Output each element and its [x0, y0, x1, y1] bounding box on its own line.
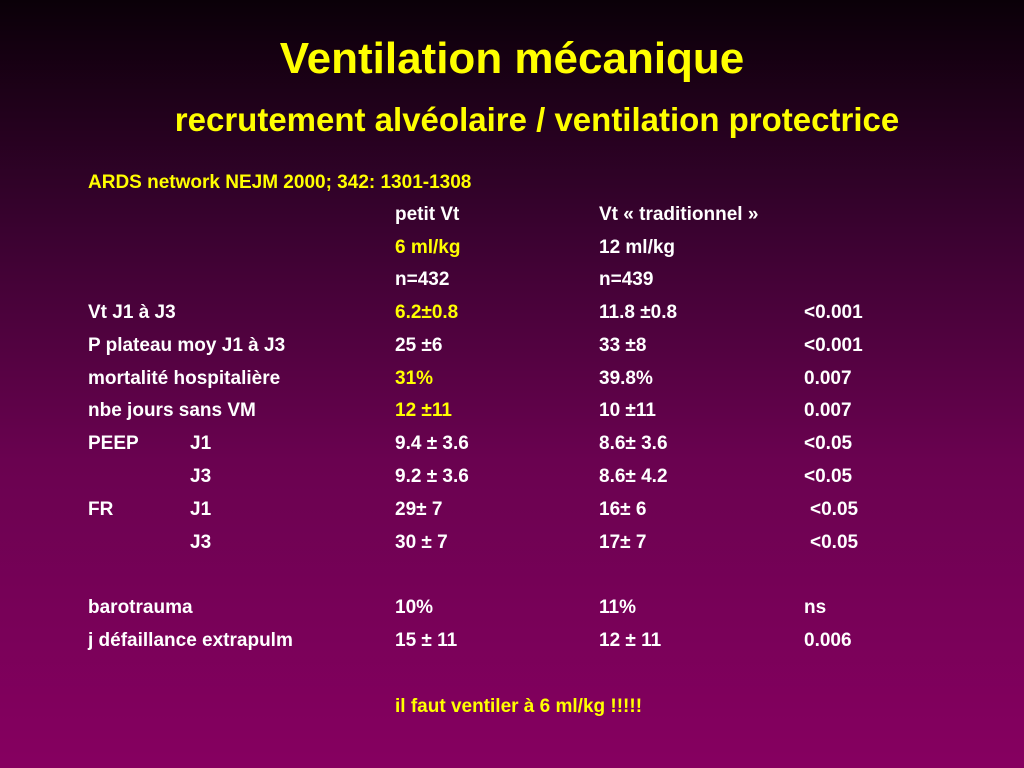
row-sublabel: J3: [190, 466, 212, 487]
row-label: P plateau moy J1 à J3: [88, 335, 286, 356]
value-traditional-vt: 33 ±8: [599, 335, 647, 356]
slide-subtitle: recrutement alvéolaire / ventilation protectrice: [174, 101, 900, 138]
row-label: FR: [88, 499, 114, 520]
row-label: Vt J1 à J3: [88, 302, 176, 323]
group-name-low-vt: petit Vt: [395, 204, 460, 225]
value-low-vt: 9.4 ± 3.6: [395, 433, 469, 454]
p-value: <0.001: [804, 335, 863, 356]
row-label: j défaillance extrapulm: [88, 630, 293, 651]
p-value: 0.007: [804, 400, 852, 421]
row-sublabel: J1: [190, 499, 212, 520]
value-low-vt: 25 ±6: [395, 335, 443, 356]
value-traditional-vt: 17± 7: [599, 532, 647, 553]
group-n-traditional-vt: n=439: [599, 269, 654, 290]
group-dose-traditional-vt: 12 ml/kg: [599, 237, 676, 258]
table-row: [0, 367, 1024, 391]
value-low-vt: 30 ± 7: [395, 532, 448, 553]
table-row: [0, 399, 1024, 423]
table-row: [0, 301, 1024, 325]
value-low-vt: 9.2 ± 3.6: [395, 466, 469, 487]
row-label: barotrauma: [88, 597, 193, 618]
table-row: [0, 531, 1024, 555]
row-sublabel: J3: [190, 532, 212, 553]
reference-citation: ARDS network NEJM 2000; 342: 1301-1308: [88, 172, 472, 193]
table-header-row: [0, 203, 1024, 227]
p-value: ns: [804, 597, 827, 618]
group-dose-low-vt: 6 ml/kg: [395, 237, 461, 258]
group-n-low-vt: n=432: [395, 269, 450, 290]
p-value: <0.05: [804, 466, 853, 487]
p-value: <0.05: [810, 499, 859, 520]
value-low-vt: 15 ± 11: [395, 630, 458, 651]
group-name-traditional-vt: Vt « traditionnel »: [599, 204, 759, 225]
table-row: [0, 465, 1024, 489]
p-value: <0.05: [810, 532, 859, 553]
value-low-vt: 31%: [395, 368, 434, 389]
value-traditional-vt: 11%: [599, 597, 636, 618]
row-label: mortalité hospitalière: [88, 368, 281, 389]
value-traditional-vt: 11.8 ±0.8: [599, 302, 678, 323]
table-row: [0, 596, 1024, 620]
value-low-vt: 10%: [395, 597, 434, 618]
row-label: PEEP: [88, 433, 139, 454]
value-low-vt: 12 ±11: [395, 400, 452, 421]
value-traditional-vt: 8.6± 4.2: [599, 466, 668, 487]
p-value: 0.006: [804, 630, 852, 651]
table-header-row: [0, 236, 1024, 260]
value-traditional-vt: 16± 6: [599, 499, 647, 520]
slide-title: Ventilation mécanique: [279, 34, 745, 83]
conclusion-text: il faut ventiler à 6 ml/kg !!!!!: [395, 696, 643, 717]
value-traditional-vt: 10 ±11: [599, 400, 656, 421]
p-value: <0.05: [804, 433, 853, 454]
table-row: [0, 629, 1024, 653]
value-traditional-vt: 12 ± 11: [599, 630, 662, 651]
value-traditional-vt: 39.8%: [599, 368, 653, 389]
row-label: nbe jours sans VM: [88, 400, 256, 421]
p-value: 0.007: [804, 368, 852, 389]
value-low-vt: 29± 7: [395, 499, 443, 520]
table-row: [0, 432, 1024, 456]
table-row: [0, 498, 1024, 522]
value-traditional-vt: 8.6± 3.6: [599, 433, 668, 454]
table-row: [0, 334, 1024, 358]
table-header-row: [0, 268, 1024, 292]
value-low-vt: 6.2±0.8: [395, 302, 459, 323]
row-sublabel: J1: [190, 433, 212, 454]
p-value: <0.001: [804, 302, 863, 323]
